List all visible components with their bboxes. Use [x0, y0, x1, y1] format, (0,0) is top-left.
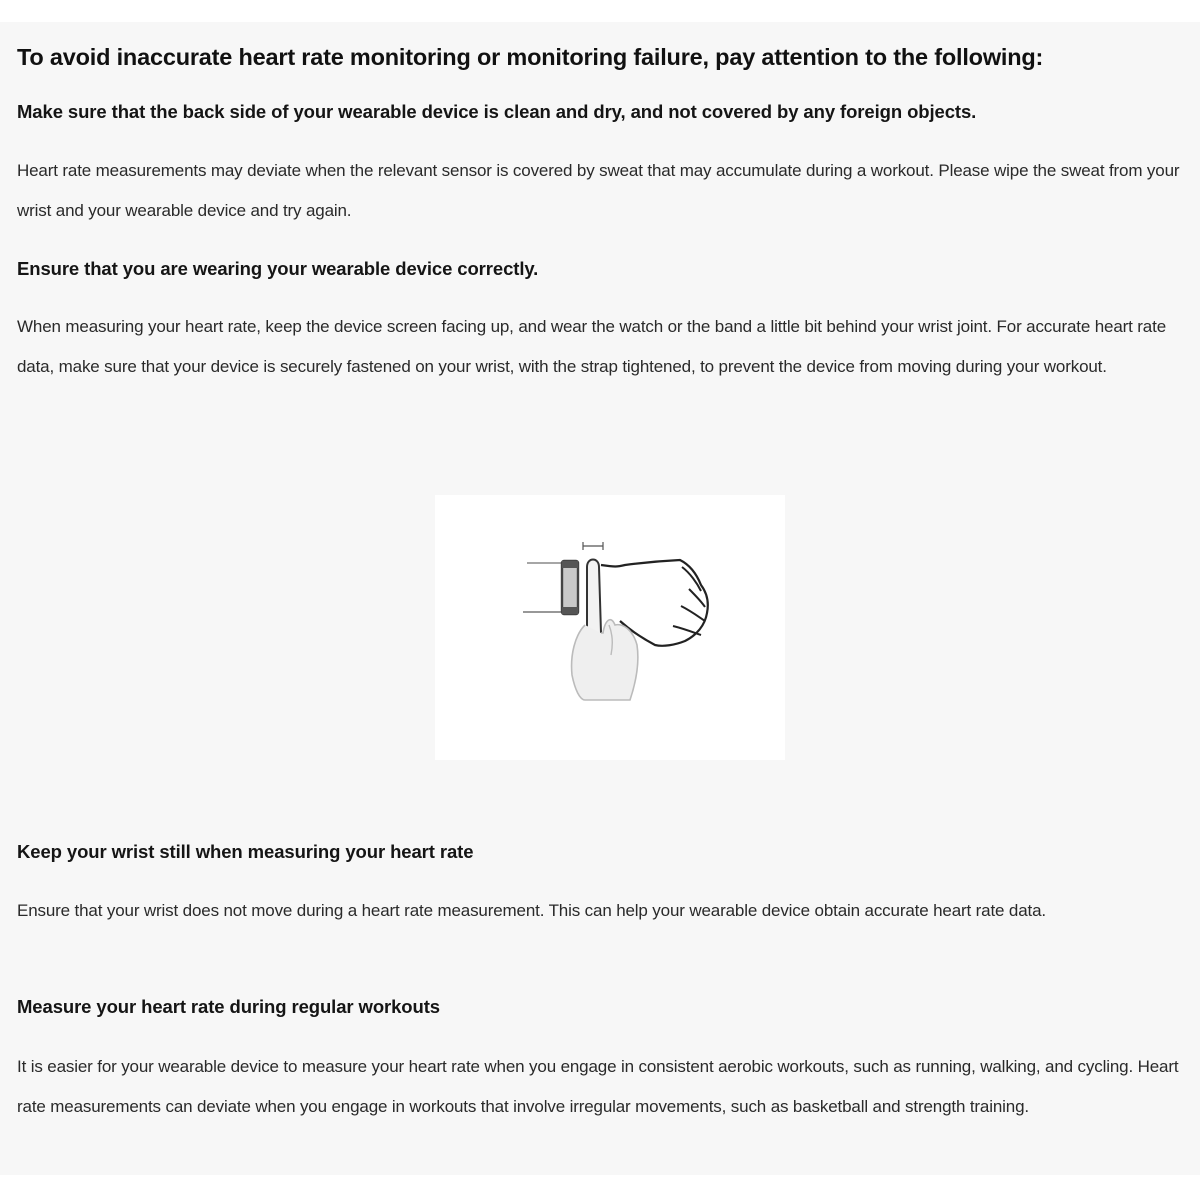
wrist-placement-figure	[435, 495, 785, 760]
section-body-keep-still: Ensure that your wrist does not move during a heart rate measurement. This can help your wearable device obtain accurate heart rate data.	[17, 901, 1046, 920]
section-body-wear-correctly: When measuring your heart rate, keep the device screen facing up, and wear the watch or the band a little bit behind your wrist joint. For accurate heart rate data, make sure that your device is securely fastened on your wrist, with the strap tightened, to prevent the device from moving during your workout.	[17, 317, 1166, 376]
section-heading-regular-workouts: Measure your heart rate during regular workouts	[17, 996, 440, 1017]
section-heading-keep-still: Keep your wrist still when measuring your heart rate	[17, 841, 474, 862]
wrist-band-placement-icon	[435, 495, 785, 760]
section-body-regular-workouts: It is easier for your wearable device to measure your heart rate when you engage in consistent aerobic workouts, such as running, walking, and cycling. Heart rate measurements can deviate when you engage in workouts that involve irregular movements, such as basketball and strength training.	[17, 1057, 1179, 1116]
section-heading-wear-correctly: Ensure that you are wearing your wearable device correctly.	[17, 258, 539, 279]
section-body-clean-dry: Heart rate measurements may deviate when the relevant sensor is covered by sweat that may accumulate during a workout. Please wipe the sweat from your wrist and your wearable device and try again.	[17, 161, 1180, 220]
page-title: To avoid inaccurate heart rate monitoring or monitoring failure, pay attention to the following:	[17, 44, 1044, 70]
section-heading-clean-dry: Make sure that the back side of your wearable device is clean and dry, and not covered by any foreign objects.	[17, 101, 977, 122]
